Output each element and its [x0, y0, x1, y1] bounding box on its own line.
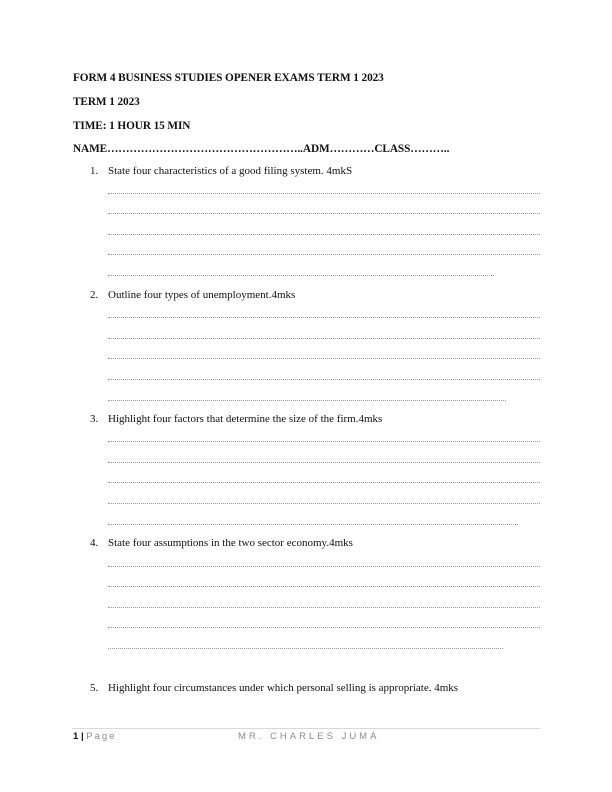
answer-line[interactable] [108, 400, 506, 401]
answer-line[interactable] [108, 607, 540, 608]
page-separator: | [80, 731, 84, 742]
page-label: Page [86, 731, 117, 742]
question-3 [90, 413, 382, 425]
answer-line[interactable] [108, 648, 503, 649]
question-number: 5. [90, 682, 99, 694]
answer-line[interactable] [108, 358, 540, 359]
answer-line[interactable] [108, 254, 540, 255]
question-number: 1. [90, 165, 99, 177]
answer-line[interactable] [108, 566, 540, 567]
answer-line[interactable] [108, 482, 540, 483]
author-footer: MR. CHARLES JUMA [238, 731, 380, 742]
answer-line[interactable] [108, 379, 540, 380]
question-4 [90, 537, 353, 549]
answer-line[interactable] [108, 317, 540, 318]
question-text: Highlight four factors that determine the size of the firm.4mks [108, 413, 383, 425]
answer-line[interactable] [108, 193, 540, 194]
answer-line[interactable] [108, 586, 540, 587]
question-number: 2. [90, 289, 99, 301]
page-number-footer [73, 731, 116, 742]
exam-time: TIME: 1 HOUR 15 MIN [73, 120, 191, 132]
question-text: State four assumptions in the two sector economy.4mks [108, 537, 353, 549]
question-1 [90, 165, 352, 177]
answer-line[interactable] [108, 524, 518, 525]
question-2 [90, 289, 295, 301]
answer-line[interactable] [108, 441, 540, 442]
answer-line[interactable] [108, 462, 540, 463]
question-text: Outline four types of unemployment.4mks [108, 289, 296, 301]
answer-line[interactable] [108, 234, 540, 235]
answer-line[interactable] [108, 338, 540, 339]
question-text: State four characteristics of a good filing system. 4mkS [108, 165, 353, 177]
question-text: Highlight four circumstances under which personal selling is appropriate. 4mks [108, 682, 459, 694]
answer-line[interactable] [108, 275, 494, 276]
exam-term: TERM 1 2023 [73, 96, 140, 108]
question-number: 4. [90, 537, 99, 549]
answer-line[interactable] [108, 503, 540, 504]
question-5 [90, 682, 458, 694]
page-number: 1 [73, 731, 79, 742]
footer-divider [72, 728, 540, 729]
question-number: 3. [90, 413, 99, 425]
answer-line[interactable] [108, 627, 540, 628]
exam-title: FORM 4 BUSINESS STUDIES OPENER EXAMS TERM 1 2023 [73, 72, 384, 84]
answer-line[interactable] [108, 213, 540, 214]
student-details-line: NAME……………………………………………..ADM…………CLASS……….. [73, 143, 450, 155]
